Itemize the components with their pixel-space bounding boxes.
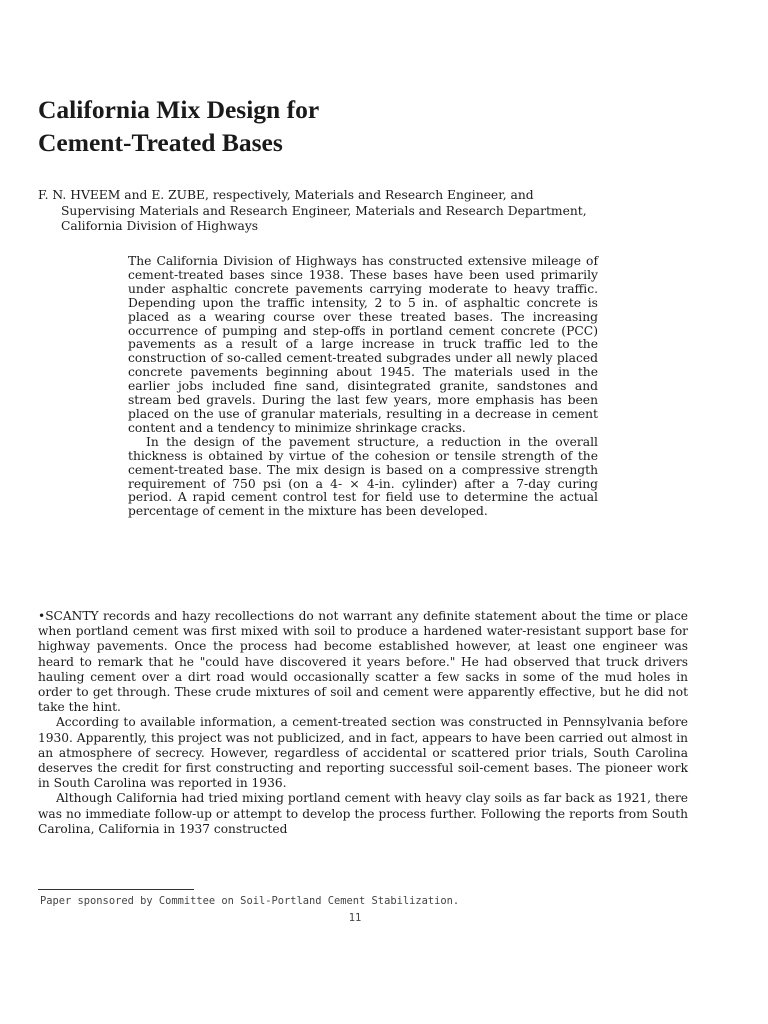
footnote: Paper sponsored by Committee on Soil-Portland Cement Stabilization.: [40, 895, 460, 907]
author-affiliation: [38, 188, 738, 235]
body-paragraph-1: •SCANTY records and hazy recollections do not warrant any definite statement about the time or place when portland cement was first mixed with soil to produce a hardened water-resistant support base for highway pavements. Once the process had become established however, at least one engineer was heard to remark that he "could have discovered it years before." He had observed that truck drivers hauling cement over a dirt road would occasionally scatter a few sacks in some of the mud holes in order to get through. These crude mixtures of soil and cement were apparently effective, but he did not take the hint.: [38, 609, 688, 715]
author-line-2: Supervising Materials and Research Engineer, Materials and Research Department,: [61, 203, 587, 218]
paper-title: [38, 93, 678, 159]
body-text: [38, 609, 688, 837]
abstract-paragraph-2: In the design of the pavement structure, a reduction in the overall thickness is obtained by virtue of the cohesion or tensile strength of the cement-treated base. The mix design is based on a compressive strength requirement of 750 psi (on a 4- × 4-in. cylinder) after a 7-day curing period. A rapid cement control test for field use to determine the actual percentage of cement in the mixture has been developed.: [128, 434, 598, 519]
author-line-3: California Division of Highways: [61, 219, 259, 233]
abstract: [128, 255, 598, 519]
abstract-paragraph-1: The California Division of Highways has constructed extensive mileage of cement-treated bases since 1938. These bases have been used primarily under asphaltic concrete pavements carrying moderate to heavy traffic. Depending upon the traffic intensity, 2 to 5 in. of asphaltic concrete is placed as a wearing course over these treated bases. The increasing occurrence of pumping and step-offs in portland cement concrete (PCC) pavements as a result of a large increase in truck traffic led to the construction of so-called cement-treated subgrades under all newly placed concrete pavements beginning about 1945. The materials used in the earlier jobs included fine sand, disintegrated granite, sandstones and stream bed gravels. During the last few years, more emphasis has been placed on the use of granular materials, resulting in a decrease in cement content and a tendency to minimize shrinkage cracks.: [128, 254, 598, 435]
footnote-divider: [38, 889, 194, 890]
author-line-1: F. N. HVEEM and E. ZUBE, respectively, Materials and Research Engineer, and: [38, 188, 534, 202]
paper-title-line-1: California Mix Design for: [38, 95, 320, 124]
paper-title-line-2: Cement-Treated Bases: [38, 128, 283, 157]
page-number: 11: [348, 912, 362, 924]
body-paragraph-2: According to available information, a cement-treated section was constructed in Pennsylvania before 1930. Apparently, this project was not publicized, and in fact, appears to have been carried out almost in an atmosphere of secrecy. However, regardless of accidental or scattered prior trials, South Carolina deserves the credit for first constructing and reporting successful soil-cement bases. The pioneer work in South Carolina was reported in 1936.: [38, 715, 688, 791]
body-paragraph-3: Although California had tried mixing portland cement with heavy clay soils as far back as 1921, there was no immediate follow-up or attempt to develop the process further. Following the reports from South Carolina, California in 1937 constructed: [38, 791, 688, 836]
